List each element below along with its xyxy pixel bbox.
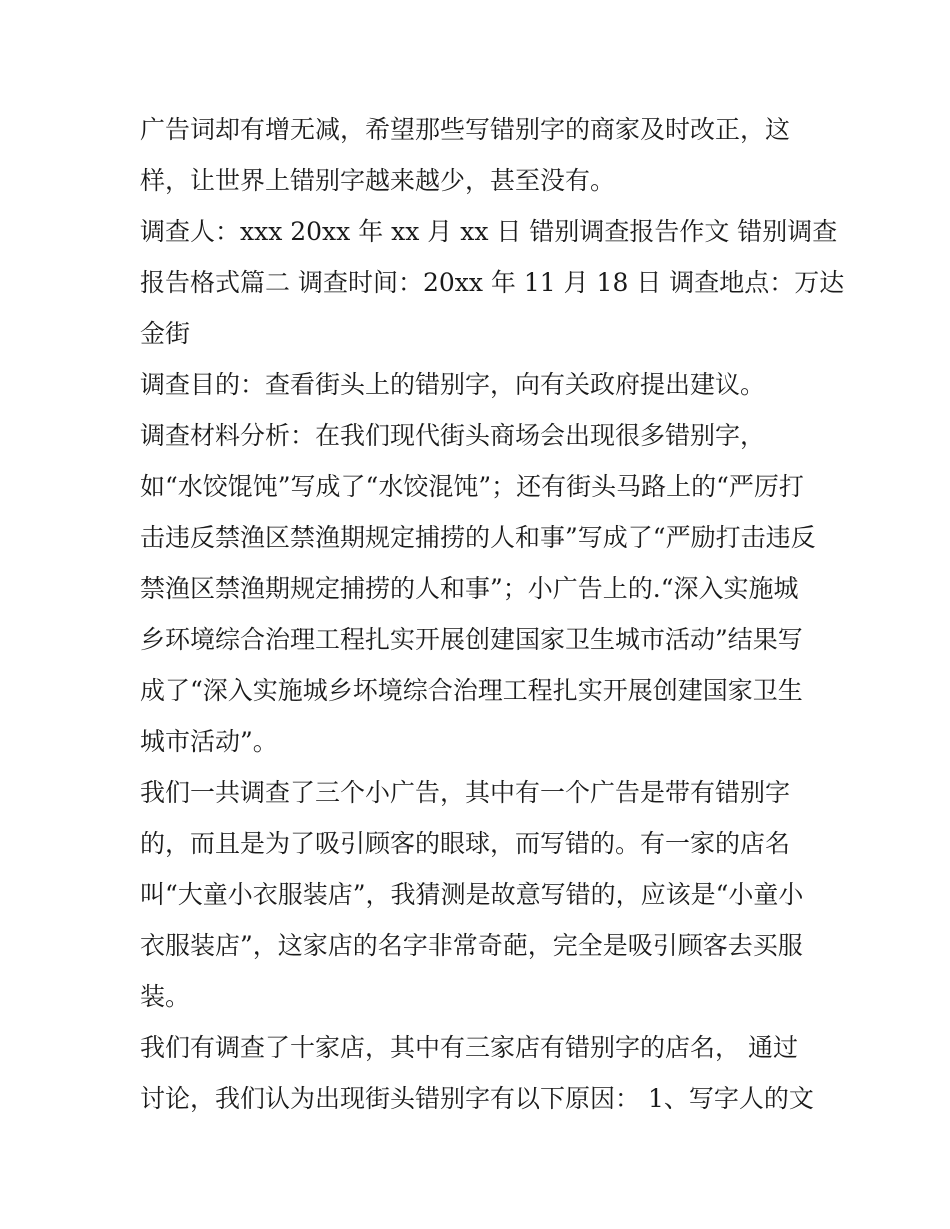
text-line: 样，让世界上错别字越来越少，甚至没有。: [140, 166, 616, 195]
text-line: 调查人：xxx 20xx 年 xx 月 xx 日 错别调查报告作文 错别调查: [140, 217, 838, 246]
text-line: 金街: [140, 319, 191, 348]
text-line: 报告格式篇二 调查时间：20xx 年 11 月 18 日 调查地点：万达: [140, 268, 845, 297]
text-line: 我们有调查了十家店，其中有三家店有错别字的店名， 通过: [140, 1033, 798, 1062]
text-line: 调查目的：查看街头上的错别字，向有关政府提出建议。: [140, 370, 766, 399]
text-line: 衣服装店”，这家店的名字非常奇葩，完全是吸引顾客去买服: [140, 931, 803, 960]
text-line: 城市活动”。: [140, 727, 278, 756]
text-line: 禁渔区禁渔期规定捕捞的人和事”；小广告上的.“深入实施城: [140, 574, 799, 603]
text-line: 如“水饺馄饨”写成了“水饺混饨”；还有街头马路上的“严厉打: [140, 472, 804, 501]
text-line: 击违反禁渔区禁渔期规定捕捞的人和事”写成了“严励打击违反: [140, 523, 816, 552]
text-line: 装。: [140, 982, 191, 1011]
document-body: [140, 104, 845, 1124]
text-line: 调查材料分析：在我们现代街头商场会出现很多错别字，: [140, 421, 766, 450]
text-line: 的，而且是为了吸引顾客的眼球，而写错的。有一家的店名: [140, 829, 791, 858]
text-line: 成了“深入实施城乡坏境综合治理工程扎实开展创建国家卫生: [140, 676, 803, 705]
text-line: 叫“大童小衣服装店”，我猜测是故意写错的，应该是“小童小: [140, 880, 804, 909]
text-line: 广告词却有增无减，希望那些写错别字的商家及时改正，这: [140, 115, 791, 144]
text-line: 讨论，我们认为出现街头错别字有以下原因： 1、写字人的文: [140, 1084, 814, 1113]
text-line: 我们一共调查了三个小广告，其中有一个广告是带有错别字: [140, 778, 791, 807]
text-line: 乡环境综合治理工程扎实开展创建国家卫生城市活动”结果写: [140, 625, 803, 654]
